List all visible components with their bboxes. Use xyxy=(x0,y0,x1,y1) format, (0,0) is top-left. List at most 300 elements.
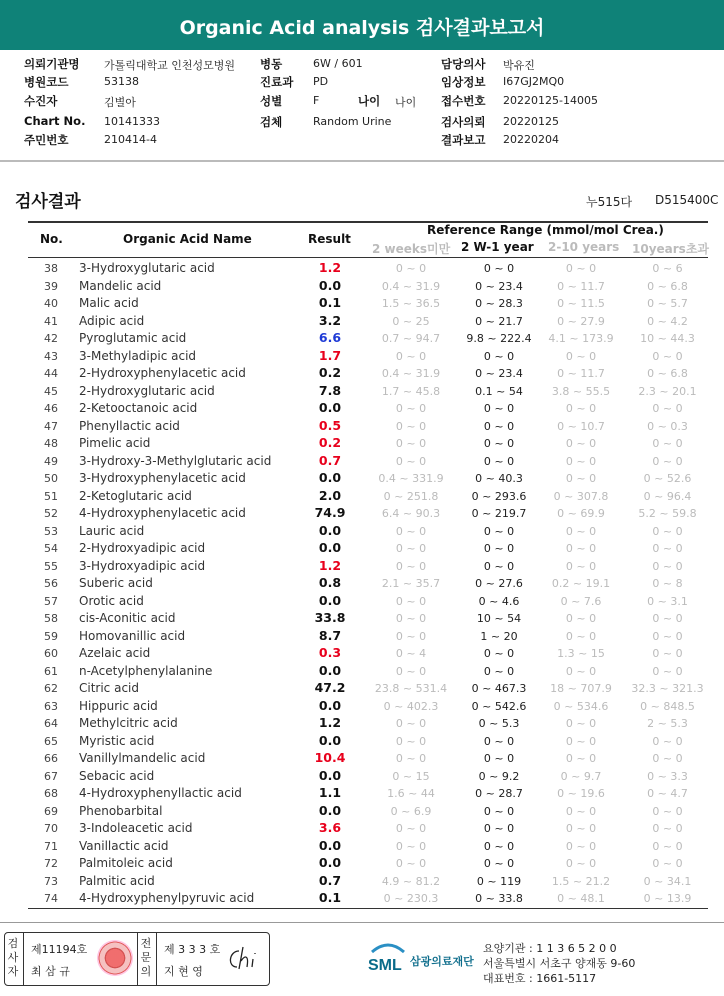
col-header-result: Result xyxy=(308,232,351,246)
range-2weeks: 0 ~ 0 xyxy=(395,857,427,870)
row-number: 68 xyxy=(44,787,58,800)
range-2w-1y: 0 ~ 5.3 xyxy=(478,717,520,730)
range-2w-1y: 0 ~ 0 xyxy=(483,822,515,835)
row-number: 69 xyxy=(44,804,58,818)
acid-name: Phenyllactic acid xyxy=(79,418,180,433)
age-label: 나이 xyxy=(358,94,381,108)
range-2weeks: 0 ~ 25 xyxy=(392,314,430,328)
acid-name: Mandelic acid xyxy=(79,278,162,293)
row-number: 38 xyxy=(44,262,58,275)
range-2-10y: 0 ~ 0 xyxy=(565,542,597,555)
range-2-10y: 0 ~ 534.6 xyxy=(553,699,609,713)
col-header-range-3: 2-10 years xyxy=(548,240,620,254)
result-value: 0.0 xyxy=(318,697,342,713)
result-value: 0.7 xyxy=(318,872,342,888)
table-row xyxy=(28,750,708,768)
range-2w-1y: 10 ~ 54 xyxy=(476,612,522,625)
acid-name: 2-Hydroxyadipic acid xyxy=(79,541,206,555)
result-value: 10.4 xyxy=(314,750,346,765)
range-2w-1y: 0 ~ 542.6 xyxy=(471,699,527,713)
range-2weeks: 0 ~ 251.8 xyxy=(383,489,439,503)
table-row xyxy=(28,505,708,523)
code-value: 53138 xyxy=(104,75,139,88)
range-2weeks: 1.5 ~ 36.5 xyxy=(381,297,441,310)
row-number: 71 xyxy=(44,839,58,853)
age-value: 나이 xyxy=(395,96,417,109)
row-number: 72 xyxy=(44,857,58,870)
result-value: 1.2 xyxy=(318,715,342,730)
range-10y-plus: 0 ~ 0.3 xyxy=(647,419,688,433)
row-number: 58 xyxy=(44,612,58,625)
acid-name: 2-Ketooctanoic acid xyxy=(79,401,198,415)
table-row xyxy=(28,488,708,506)
range-10y-plus: 10 ~ 44.3 xyxy=(640,332,695,345)
collector-label: 수진자 xyxy=(24,94,58,108)
results-code-1: 누515다 xyxy=(586,195,633,209)
table-row xyxy=(28,838,708,856)
report-label: 결과보고 xyxy=(441,133,486,147)
range-2w-1y: 0 ~ 0 xyxy=(483,419,515,433)
range-10y-plus: 0 ~ 0 xyxy=(652,524,683,538)
range-10y-plus: 0 ~ 0 xyxy=(652,454,683,468)
range-2-10y: 0 ~ 0 xyxy=(565,612,597,625)
range-2-10y: 1.3 ~ 15 xyxy=(557,647,605,660)
acid-name: Malic acid xyxy=(79,296,139,310)
row-number: 46 xyxy=(44,402,58,415)
row-number: 51 xyxy=(44,489,58,503)
row-number: 45 xyxy=(44,384,58,398)
range-10y-plus: 0 ~ 0 xyxy=(652,437,683,450)
id-label: 주민번호 xyxy=(24,133,69,147)
ward-label: 병동 xyxy=(260,57,283,71)
acid-name: Myristic acid xyxy=(79,733,155,748)
row-number: 47 xyxy=(44,419,58,433)
range-2weeks: 0 ~ 0 xyxy=(395,419,427,433)
result-value: 3.2 xyxy=(318,312,342,328)
range-2weeks: 0.4 ~ 31.9 xyxy=(381,279,441,293)
result-value: 0.2 xyxy=(318,365,342,380)
range-2w-1y: 0 ~ 467.3 xyxy=(471,682,527,695)
range-10y-plus: 32.3 ~ 321.3 xyxy=(631,682,704,695)
hospital-label: 의뢰기관명 xyxy=(24,57,80,71)
range-10y-plus: 5.2 ~ 59.8 xyxy=(638,507,697,520)
range-2w-1y: 0 ~ 0 xyxy=(483,262,515,275)
range-2w-1y: 0.1 ~ 54 xyxy=(475,384,523,398)
range-2weeks: 0 ~ 0 xyxy=(395,402,427,415)
table-row xyxy=(28,890,708,908)
doctor-value: 박유진 xyxy=(503,59,535,72)
range-10y-plus: 0 ~ 34.1 xyxy=(643,874,692,888)
range-2-10y: 0 ~ 11.5 xyxy=(557,297,605,310)
range-2-10y: 0 ~ 48.1 xyxy=(557,892,605,905)
range-2-10y: 0 ~ 0 xyxy=(565,402,597,415)
range-2w-1y: 0 ~ 0 xyxy=(483,559,515,573)
table-row xyxy=(28,663,708,681)
range-2w-1y: 0 ~ 27.6 xyxy=(475,577,523,590)
result-value: 0.0 xyxy=(318,277,342,293)
range-2-10y: 0 ~ 0 xyxy=(565,472,597,485)
dept-label: 진료과 xyxy=(260,75,294,89)
range-10y-plus: 0 ~ 0 xyxy=(652,542,683,555)
range-2-10y: 0 ~ 0 xyxy=(565,752,597,765)
range-2weeks: 0 ~ 0 xyxy=(395,734,427,748)
range-2-10y: 0 ~ 0 xyxy=(565,454,597,468)
collector-value: 김별아 xyxy=(104,96,136,109)
result-value: 0.0 xyxy=(318,767,342,783)
range-2w-1y: 0 ~ 21.7 xyxy=(475,314,523,328)
result-value: 0.0 xyxy=(318,802,342,818)
table-row xyxy=(28,785,708,803)
sig-divider-1 xyxy=(23,933,24,985)
range-2-10y: 0 ~ 0 xyxy=(565,262,597,275)
address: 서울특별시 서초구 양재동 9-60 xyxy=(483,957,636,970)
col-header-no: No. xyxy=(40,232,63,246)
acid-name: Homovanillic acid xyxy=(79,628,186,643)
table-row xyxy=(28,768,708,786)
agency-number: 요양기관 : 1 1 3 6 5 2 0 0 xyxy=(483,942,617,955)
col-header-name: Organic Acid Name xyxy=(123,232,252,246)
examiner-seal xyxy=(97,940,133,976)
row-number: 59 xyxy=(44,629,58,643)
row-number: 63 xyxy=(44,699,58,713)
table-row xyxy=(28,365,708,383)
acid-name: Hippuric acid xyxy=(79,698,158,713)
request-value: 20220125 xyxy=(503,115,559,128)
acid-name: 4-Hydroxyphenyllactic acid xyxy=(79,786,242,800)
ward-value: 6W / 601 xyxy=(313,57,363,70)
range-10y-plus: 0 ~ 5.7 xyxy=(647,297,688,310)
range-2w-1y: 0 ~ 28.7 xyxy=(475,787,523,800)
range-2weeks: 0 ~ 230.3 xyxy=(383,892,439,905)
row-number: 40 xyxy=(44,297,58,310)
specimen-value: Random Urine xyxy=(313,115,392,128)
range-2weeks: 0.7 ~ 94.7 xyxy=(381,332,441,345)
range-2-10y: 0 ~ 0 xyxy=(565,734,597,748)
col-header-reference: Reference Range (mmol/mol Crea.) xyxy=(427,223,664,237)
range-10y-plus: 0 ~ 0 xyxy=(652,349,683,363)
results-code-2: D515400C xyxy=(655,193,719,207)
range-2w-1y: 0 ~ 0 xyxy=(483,349,515,363)
range-2w-1y: 0 ~ 4.6 xyxy=(478,594,520,608)
range-2weeks: 0 ~ 0 xyxy=(395,542,427,555)
range-2weeks: 0 ~ 0 xyxy=(395,594,427,608)
result-value: 2.0 xyxy=(318,487,342,503)
row-number: 67 xyxy=(44,769,58,783)
range-2w-1y: 0 ~ 0 xyxy=(483,752,515,765)
table-bottom-rule xyxy=(28,908,708,909)
range-2-10y: 0 ~ 0 xyxy=(565,822,597,835)
row-number: 52 xyxy=(44,507,58,520)
row-number: 56 xyxy=(44,577,58,590)
acid-name: Phenobarbital xyxy=(79,803,163,818)
col-header-range-2: 2 W-1 year xyxy=(461,240,534,254)
range-2weeks: 0 ~ 0 xyxy=(395,612,427,625)
range-10y-plus: 0 ~ 52.6 xyxy=(643,472,692,485)
patient-info xyxy=(0,52,724,152)
range-2w-1y: 9.8 ~ 222.4 xyxy=(466,332,532,345)
table-row xyxy=(28,645,708,663)
range-2weeks: 0 ~ 402.3 xyxy=(383,699,439,713)
specialist-name: 지 현 영 xyxy=(164,965,203,978)
acid-name: 4-Hydroxyphenylacetic acid xyxy=(79,506,246,520)
row-number: 64 xyxy=(44,717,58,730)
range-2w-1y: 0 ~ 0 xyxy=(483,857,515,870)
examiner-name: 최 삼 규 xyxy=(31,965,70,978)
range-2w-1y: 0 ~ 119 xyxy=(476,874,522,888)
table-row xyxy=(28,523,708,541)
row-number: 65 xyxy=(44,734,58,748)
id-value: 210414-4 xyxy=(104,133,157,146)
range-10y-plus: 0 ~ 0 xyxy=(652,804,683,818)
receipt-label: 접수번호 xyxy=(441,94,486,108)
row-number: 60 xyxy=(44,647,58,660)
range-2-10y: 0 ~ 7.6 xyxy=(560,594,602,608)
range-10y-plus: 0 ~ 0 xyxy=(652,752,683,765)
range-2w-1y: 0 ~ 0 xyxy=(483,804,515,818)
clinical-value: I67GJ2MQ0 xyxy=(503,75,565,88)
result-value: 0.5 xyxy=(318,417,342,433)
sml-logo-text: SML xyxy=(368,957,402,974)
acid-name: Orotic acid xyxy=(79,593,144,608)
range-2-10y: 3.8 ~ 55.5 xyxy=(551,384,611,398)
report-value: 20220204 xyxy=(503,133,559,146)
row-number: 73 xyxy=(44,874,58,888)
range-2weeks: 0 ~ 6.9 xyxy=(390,804,432,818)
range-2w-1y: 0 ~ 23.4 xyxy=(475,367,523,380)
result-value: 1.1 xyxy=(318,785,342,800)
col-header-range-4: 10years초과 xyxy=(632,242,710,256)
range-10y-plus: 0 ~ 3.1 xyxy=(647,594,688,608)
result-value: 0.8 xyxy=(318,575,342,590)
table-row xyxy=(28,295,708,313)
row-number: 66 xyxy=(44,752,58,765)
range-2-10y: 0 ~ 19.6 xyxy=(557,787,605,800)
report-title: Organic Acid analysis 검사결과보고서 xyxy=(179,17,545,39)
range-2weeks: 0 ~ 0 xyxy=(395,822,427,835)
table-row xyxy=(28,470,708,488)
range-2weeks: 0 ~ 0 xyxy=(395,559,427,573)
range-2weeks: 0 ~ 0 xyxy=(395,262,427,275)
range-2w-1y: 0 ~ 0 xyxy=(483,664,515,678)
result-value: 8.7 xyxy=(318,627,342,643)
range-2weeks: 0 ~ 0 xyxy=(395,717,427,730)
range-2weeks: 0 ~ 15 xyxy=(392,769,430,783)
result-value: 1.7 xyxy=(318,347,342,363)
clinical-label: 임상정보 xyxy=(441,75,486,89)
range-10y-plus: 0 ~ 0 xyxy=(652,647,683,660)
acid-name: Suberic acid xyxy=(79,576,153,590)
range-2weeks: 0 ~ 0 xyxy=(395,752,427,765)
dept-value: PD xyxy=(313,75,329,88)
table-row xyxy=(28,400,708,418)
acid-name: 3-Methyladipic acid xyxy=(79,348,197,363)
range-2-10y: 1.5 ~ 21.2 xyxy=(551,874,611,888)
acid-name: 2-Hydroxyphenylacetic acid xyxy=(79,366,246,380)
range-2weeks: 0.4 ~ 31.9 xyxy=(381,367,441,380)
table-row xyxy=(28,558,708,576)
result-value: 0.0 xyxy=(318,470,342,485)
range-2-10y: 4.1 ~ 173.9 xyxy=(548,332,614,345)
acid-name: 3-Indoleacetic acid xyxy=(79,821,193,835)
result-value: 0.2 xyxy=(318,435,342,450)
signature-box xyxy=(4,932,270,986)
range-2w-1y: 0 ~ 9.2 xyxy=(478,769,520,783)
result-value: 0.0 xyxy=(318,662,342,678)
specimen-label: 검체 xyxy=(260,115,283,129)
range-10y-plus: 0 ~ 4.7 xyxy=(647,787,688,800)
range-2weeks: 1.6 ~ 44 xyxy=(387,787,435,800)
range-2w-1y: 0 ~ 0 xyxy=(483,437,515,450)
table-row xyxy=(28,680,708,698)
range-2w-1y: 0 ~ 40.3 xyxy=(475,472,523,485)
result-value: 0.0 xyxy=(318,837,342,853)
range-2weeks: 4.9 ~ 81.2 xyxy=(381,874,441,888)
result-value: 47.2 xyxy=(314,680,346,695)
row-number: 54 xyxy=(44,542,58,555)
range-2weeks: 23.8 ~ 531.4 xyxy=(374,682,448,695)
table-row xyxy=(28,733,708,751)
result-value: 0.1 xyxy=(318,295,342,310)
range-10y-plus: 2 ~ 5.3 xyxy=(647,717,688,730)
result-value: 0.0 xyxy=(318,522,342,538)
table-row xyxy=(28,820,708,838)
phone: 대표번호 : 1661-5117 xyxy=(483,972,597,985)
row-number: 43 xyxy=(44,349,58,363)
table-row xyxy=(28,418,708,436)
chart-value: 10141333 xyxy=(104,115,160,128)
table-row xyxy=(28,453,708,471)
table-row xyxy=(28,855,708,873)
table-row xyxy=(28,348,708,366)
range-2-10y: 0 ~ 307.8 xyxy=(553,489,609,503)
row-number: 55 xyxy=(44,559,58,573)
sig-divider-3 xyxy=(156,933,157,985)
range-2weeks: 1.7 ~ 45.8 xyxy=(381,384,441,398)
examiner-license: 제11194호 xyxy=(31,943,88,956)
range-2-10y: 0 ~ 0 xyxy=(565,349,597,363)
result-value: 7.8 xyxy=(318,382,342,398)
range-2-10y: 0 ~ 0 xyxy=(565,664,597,678)
result-value: 0.0 xyxy=(318,400,342,415)
range-2w-1y: 0 ~ 0 xyxy=(483,542,515,555)
range-2w-1y: 0 ~ 0 xyxy=(483,454,515,468)
col-header-range-1: 2 weeks미만 xyxy=(372,242,451,256)
result-value: 1.2 xyxy=(318,557,342,573)
table-row xyxy=(28,803,708,821)
range-2weeks: 0 ~ 4 xyxy=(395,647,427,660)
row-number: 39 xyxy=(44,279,58,293)
range-10y-plus: 0 ~ 8 xyxy=(652,577,683,590)
table-row xyxy=(28,278,708,296)
acid-name: 3-Hydroxy-3-Methylglutaric acid xyxy=(79,453,272,468)
range-10y-plus: 0 ~ 0 xyxy=(652,664,683,678)
footer-divider xyxy=(0,922,724,923)
range-2weeks: 2.1 ~ 35.7 xyxy=(381,577,441,590)
table-row xyxy=(28,873,708,891)
range-2-10y: 0 ~ 0 xyxy=(565,717,597,730)
row-number: 57 xyxy=(44,594,58,608)
result-value: 0.0 xyxy=(318,732,342,748)
range-10y-plus: 0 ~ 13.9 xyxy=(643,892,692,905)
acid-name: 2-Hydroxyglutaric acid xyxy=(79,383,215,398)
range-10y-plus: 2.3 ~ 20.1 xyxy=(638,384,697,398)
range-2-10y: 0.2 ~ 19.1 xyxy=(551,577,611,590)
acid-name: Adipic acid xyxy=(79,313,145,328)
row-number: 44 xyxy=(44,367,58,380)
result-value: 3.6 xyxy=(318,820,342,835)
range-2w-1y: 0 ~ 0 xyxy=(483,524,515,538)
range-2w-1y: 1 ~ 20 xyxy=(480,629,518,643)
range-2w-1y: 0 ~ 293.6 xyxy=(471,489,527,503)
table-row xyxy=(28,628,708,646)
range-2w-1y: 0 ~ 0 xyxy=(483,839,515,853)
org-name: 삼광의료재단 xyxy=(410,955,474,968)
acid-name: Azelaic acid xyxy=(79,646,151,660)
range-2weeks: 0 ~ 0 xyxy=(395,524,427,538)
acid-name: 3-Hydroxyglutaric acid xyxy=(79,261,215,275)
range-10y-plus: 0 ~ 6 xyxy=(652,262,683,275)
range-2w-1y: 0 ~ 23.4 xyxy=(475,279,523,293)
range-2w-1y: 0 ~ 219.7 xyxy=(471,507,527,520)
result-value: 0.7 xyxy=(318,452,342,468)
row-number: 61 xyxy=(44,664,58,678)
range-2-10y: 0 ~ 9.7 xyxy=(560,769,602,783)
range-10y-plus: 0 ~ 6.8 xyxy=(647,279,688,293)
table-row xyxy=(28,715,708,733)
result-value: 33.8 xyxy=(314,610,346,625)
range-10y-plus: 0 ~ 0 xyxy=(652,857,683,870)
table-row xyxy=(28,610,708,628)
range-2-10y: 0 ~ 0 xyxy=(565,857,597,870)
acid-name: 4-Hydroxyphenylpyruvic acid xyxy=(79,891,255,905)
table-header-rule xyxy=(28,257,708,258)
acid-name: Vanillactic acid xyxy=(79,838,169,853)
range-10y-plus: 0 ~ 0 xyxy=(652,559,683,573)
table-row xyxy=(28,330,708,348)
range-2-10y: 0 ~ 0 xyxy=(565,524,597,538)
specialist-signature xyxy=(225,945,263,973)
receipt-value: 20220125-14005 xyxy=(503,94,598,107)
range-10y-plus: 0 ~ 0 xyxy=(652,402,683,415)
range-2weeks: 0 ~ 0 xyxy=(395,454,427,468)
acid-name: Citric acid xyxy=(79,681,139,695)
range-2weeks: 0 ~ 0 xyxy=(395,664,427,678)
table-row xyxy=(28,593,708,611)
specialist-label: 전문의 xyxy=(140,937,152,978)
row-number: 53 xyxy=(44,524,58,538)
sex-value: F xyxy=(313,94,320,107)
range-10y-plus: 0 ~ 0 xyxy=(652,839,683,853)
range-10y-plus: 0 ~ 3.3 xyxy=(647,769,688,783)
range-10y-plus: 0 ~ 96.4 xyxy=(643,489,692,503)
acid-name: Methylcitric acid xyxy=(79,716,178,730)
row-number: 41 xyxy=(44,314,58,328)
acid-name: Palmitic acid xyxy=(79,873,155,888)
range-2-10y: 0 ~ 0 xyxy=(565,629,597,643)
range-10y-plus: 0 ~ 6.8 xyxy=(647,367,688,380)
range-2-10y: 0 ~ 11.7 xyxy=(557,279,605,293)
row-number: 48 xyxy=(44,437,58,450)
table-row xyxy=(28,435,708,453)
code-label: 병원코드 xyxy=(24,75,69,89)
range-2-10y: 0 ~ 0 xyxy=(565,437,597,450)
result-value: 1.2 xyxy=(318,260,342,275)
result-value: 0.0 xyxy=(318,540,342,555)
result-value: 0.3 xyxy=(318,645,342,660)
table-row xyxy=(28,383,708,401)
info-divider xyxy=(0,160,724,162)
acid-name: n-Acetylphenylalanine xyxy=(79,663,213,678)
